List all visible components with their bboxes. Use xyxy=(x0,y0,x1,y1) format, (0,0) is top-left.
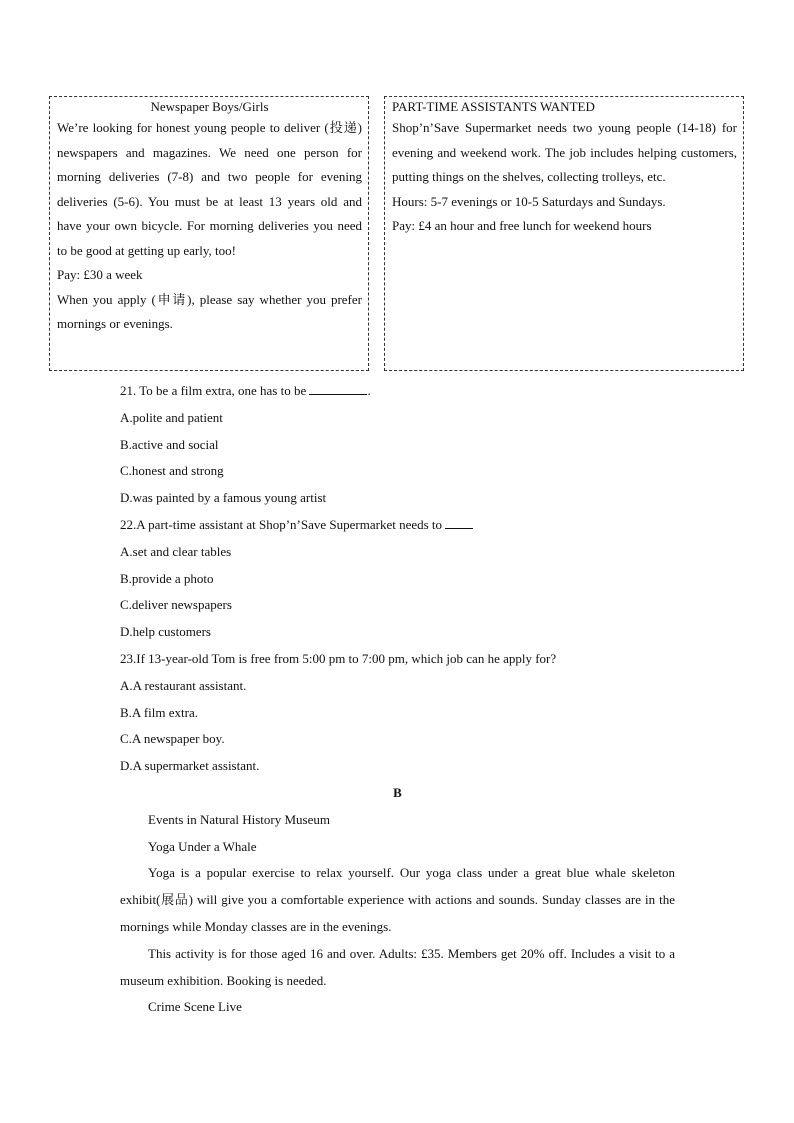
supermarket-ad-hours: Hours: 5-7 evenings or 10-5 Saturdays and Sundays. xyxy=(392,193,666,209)
answer-blank xyxy=(445,516,473,529)
question-22-option-d: D.help customers xyxy=(120,624,211,640)
question-21-text: 21. To be a film extra, one has to be xyxy=(120,383,307,398)
section-b-heading: B xyxy=(393,784,402,800)
questions-and-passage xyxy=(120,378,675,1021)
question-23-option-d: D.A supermarket assistant. xyxy=(120,758,260,774)
question-21-end: . xyxy=(367,383,371,398)
question-21-option-d: D.was painted by a famous young artist xyxy=(120,490,327,506)
question-22-text: 22.A part-time assistant at Shop’n’Save Supermarket needs to xyxy=(120,516,443,532)
question-22-option-c: C.deliver newspapers xyxy=(120,597,232,613)
supermarket-ad-title: PART-TIME ASSISTANTS WANTED xyxy=(392,99,595,114)
question-21-option-c: C.honest and strong xyxy=(120,463,224,479)
newspaper-ad-apply: When you apply (申请), please say whether you prefer mornings or evenings. xyxy=(57,291,362,331)
newspaper-ad-title: Newspaper Boys/Girls xyxy=(150,99,269,114)
question-23-option-c: C.A newspaper boy. xyxy=(120,731,225,747)
yoga-paragraph-1: Yoga is a popular exercise to relax yourself. Our yoga class under a great blue whale skeleton exhibit(展品) will give you a comfortable experience with actions and sounds. Sunday classes are in the mornings while Monday classes are in the evenings. xyxy=(120,865,675,934)
question-23-option-a: A.A restaurant assistant. xyxy=(120,677,247,693)
events-title: Events in Natural History Museum xyxy=(148,811,330,827)
question-21-option-a: A.polite and patient xyxy=(120,409,223,425)
yoga-title: Yoga Under a Whale xyxy=(148,838,257,854)
question-22-option-a: A.set and clear tables xyxy=(120,543,232,559)
answer-blank xyxy=(309,382,367,395)
supermarket-ad-pay: Pay: £4 an hour and free lunch for weekend hours xyxy=(392,218,652,233)
supermarket-ad-box xyxy=(384,96,744,371)
question-22-stem xyxy=(120,512,675,539)
newspaper-ad-body: We’re looking for honest young people to deliver (投递) newspapers and magazines. We need one person for morning deliveries (7-8) and two people for evening deliveries (5-6). You must be at least 13 years old and have your own bicycle. For morning deliveries you need to be good at getting up early, too! xyxy=(57,120,362,258)
question-21-option-b: B.active and social xyxy=(120,436,219,452)
question-23-option-b: B.A film extra. xyxy=(120,704,198,720)
question-23-stem: 23.If 13-year-old Tom is free from 5:00 pm to 7:00 pm, which job can he apply for? xyxy=(120,650,557,666)
newspaper-ad-box xyxy=(49,96,369,371)
question-22-option-b: B.provide a photo xyxy=(120,570,214,586)
yoga-paragraph-2: This activity is for those aged 16 and over. Adults: £35. Members get 20% off. Includes a visit to a museum exhibition. Booking is needed. xyxy=(120,945,675,988)
crime-scene-title: Crime Scene Live xyxy=(148,999,242,1015)
supermarket-ad-body: Shop’n’Save Supermarket needs two young people (14-18) for evening and weekend work. The job includes helping customers, putting things on the shelves, collecting trolleys, etc. xyxy=(392,120,737,184)
question-21-stem xyxy=(120,378,675,405)
newspaper-ad-pay: Pay: £30 a week xyxy=(57,267,143,282)
